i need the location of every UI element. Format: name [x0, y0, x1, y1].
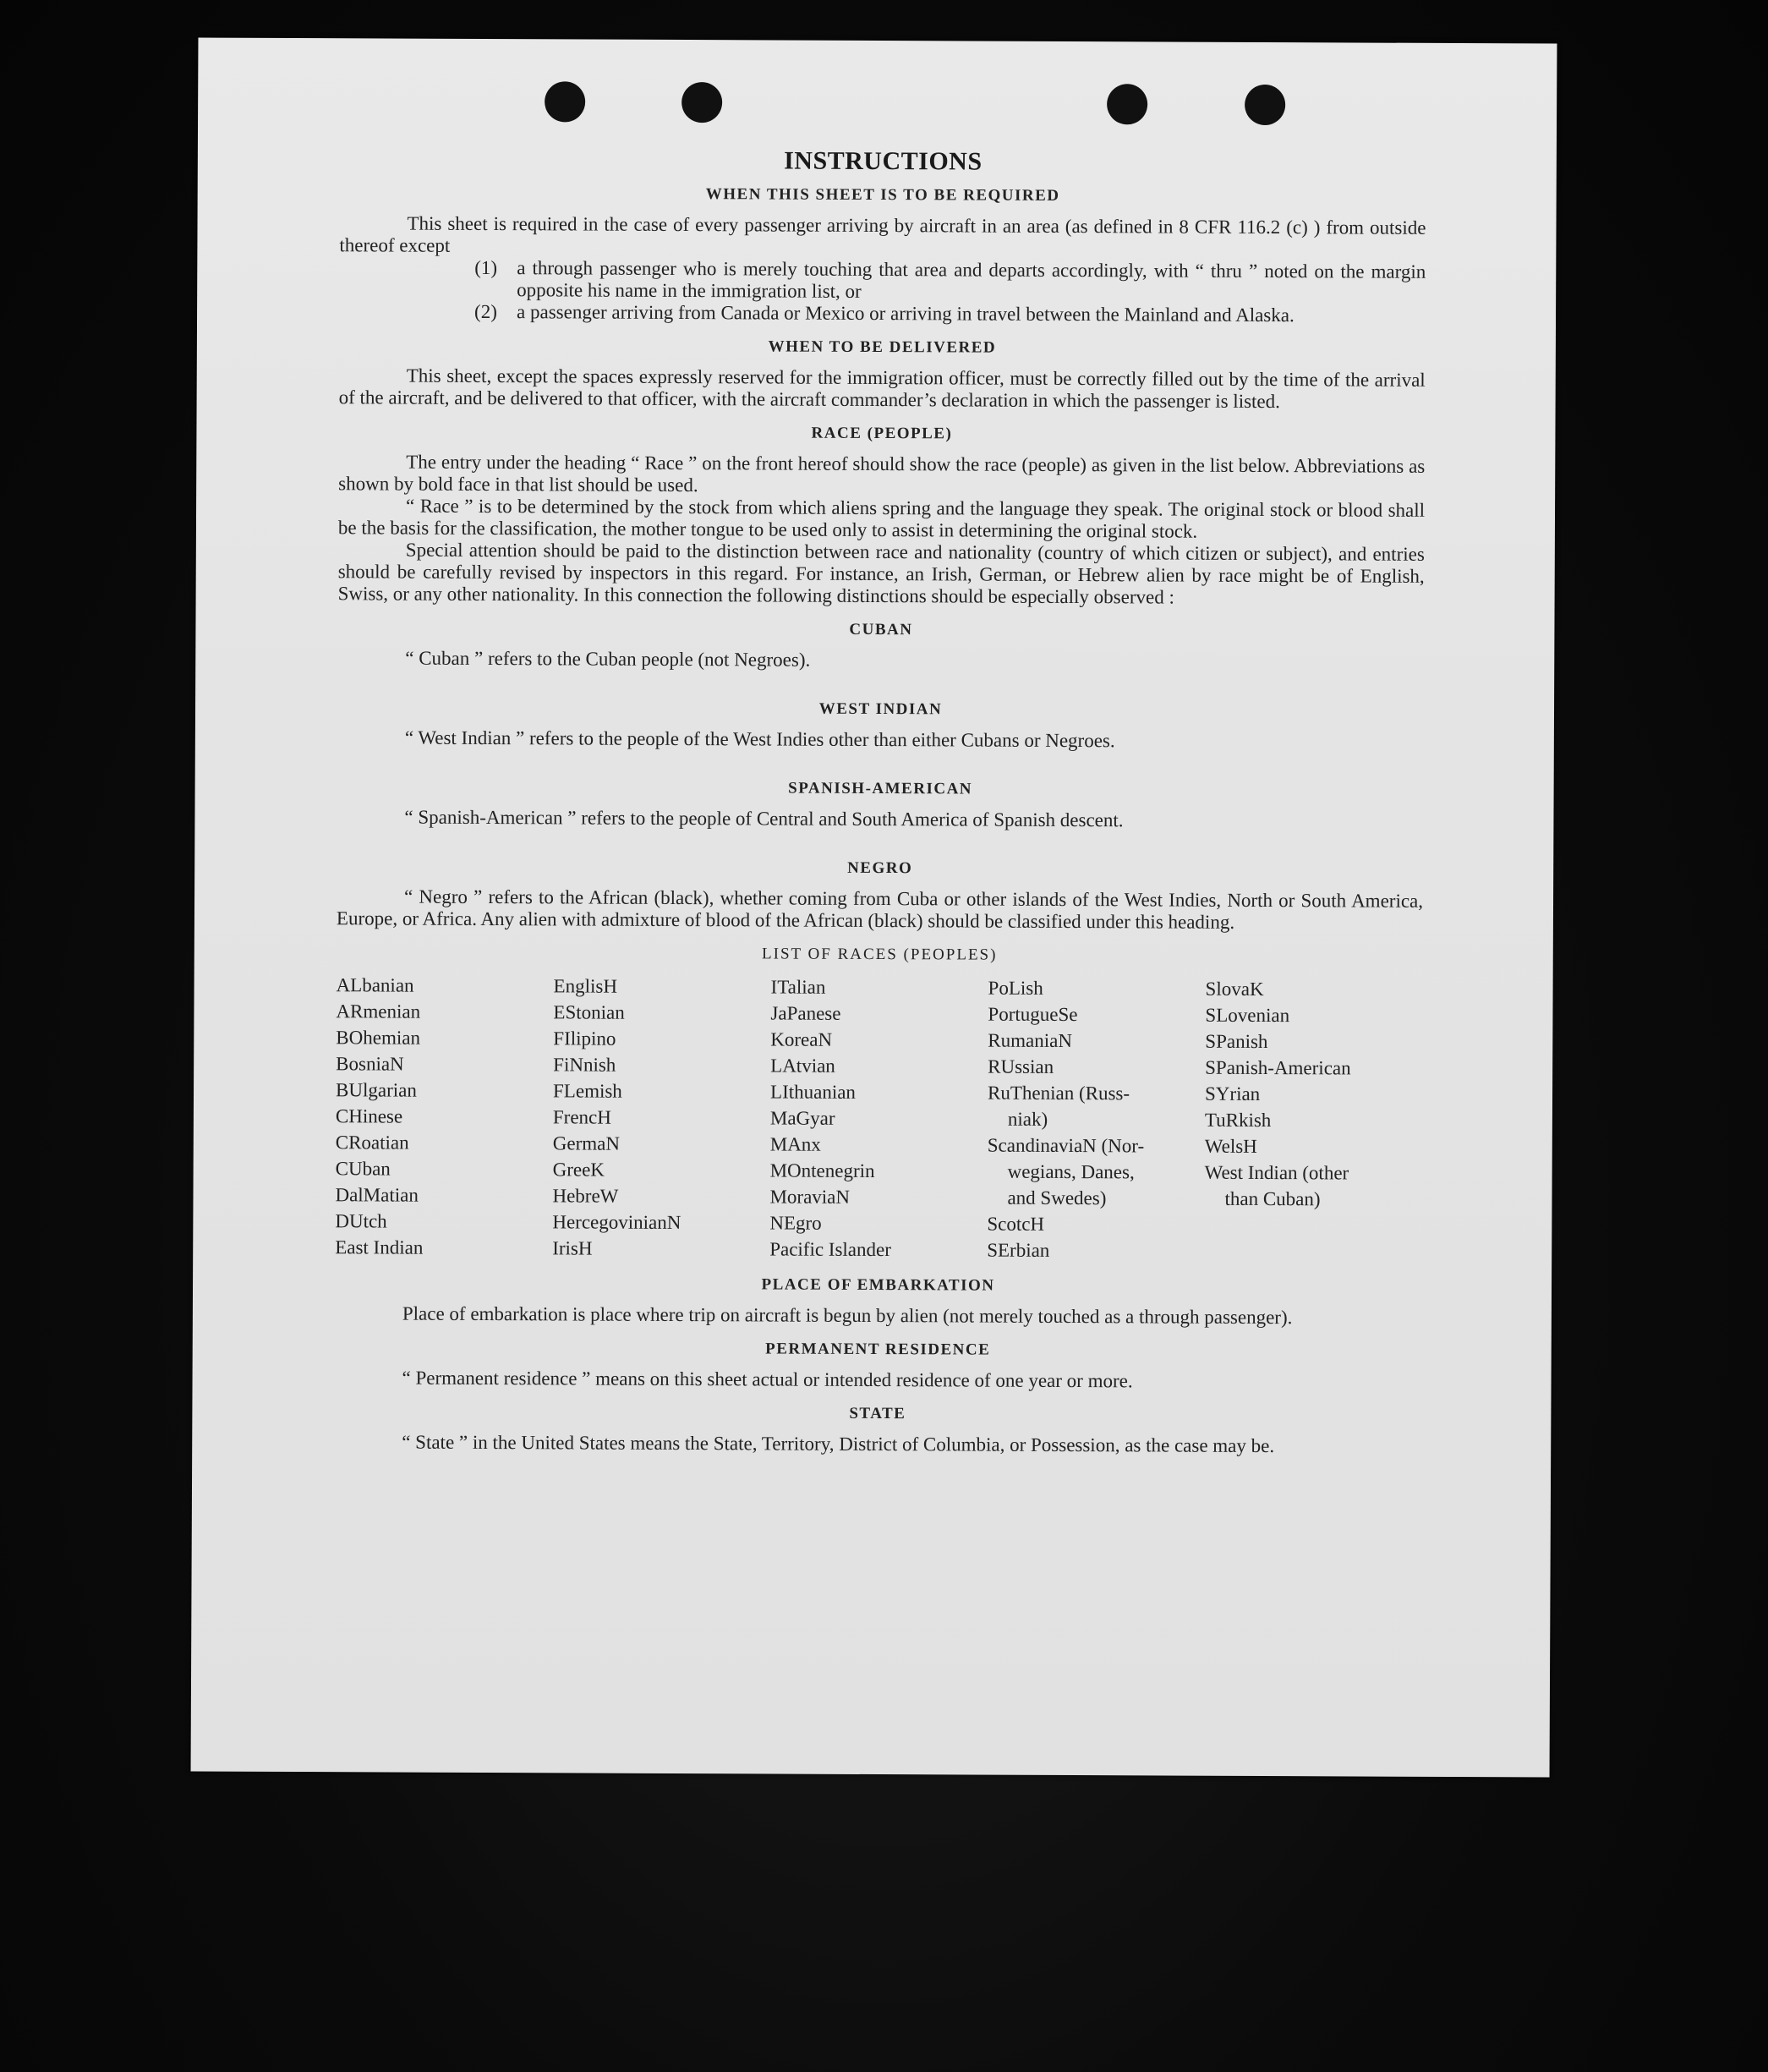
section-heading: WHEN TO BE DELIVERED [768, 337, 997, 357]
race-entry: West Indian (other [1204, 1161, 1349, 1184]
section-heading: RACE (PEOPLE) [811, 424, 953, 443]
race-column [335, 972, 553, 1261]
punch-hole [545, 81, 585, 122]
race-entry: SLovenian [1205, 1004, 1290, 1027]
race-entry: BOhemian [336, 1027, 421, 1049]
race-entry: FrencH [552, 1106, 611, 1128]
paragraph: “ West Indian ” refers to the people of the West Indies other than either Cubans or Negroes. [404, 726, 1115, 752]
race-entry: FLemish [552, 1080, 622, 1102]
paragraph: “ Negro ” refers to the African (black), whether coming from Cuba or other islands of the West Indies, North or South America, Europe, or Africa. Any alien with admixture of blood of the African (black) should be classified under this heading. [336, 885, 1424, 933]
race-column [769, 973, 988, 1263]
race-entry: JaPanese [770, 1002, 841, 1024]
race-entry: ScotcH [987, 1213, 1045, 1235]
paragraph: Place of embarkation is place where trip on aircraft is begun by alien (not merely touched as a through passenger). [402, 1302, 1293, 1329]
race-entry: Pacific Islander [769, 1238, 891, 1261]
race-entry: EStonian [553, 1001, 625, 1023]
race-entry: KoreaN [770, 1028, 833, 1050]
race-entry: NEgro [769, 1212, 822, 1234]
race-entry: HercegovinianN [552, 1211, 681, 1234]
race-entry: RuThenian (Russ- [987, 1082, 1130, 1105]
paragraph: “ Permanent residence ” means on this sheet actual or intended residence of one year or more. [402, 1367, 1133, 1392]
race-entry: BUlgarian [335, 1079, 417, 1101]
section-heading: SPANISH-AMERICAN [788, 779, 973, 798]
race-entry: niak) [1007, 1108, 1048, 1130]
race-entry: RUssian [988, 1055, 1054, 1077]
race-entry: SlovaK [1205, 978, 1264, 1000]
race-entry: DalMatian [335, 1184, 419, 1206]
race-entry: SPanish [1205, 1030, 1268, 1053]
race-entry: and Swedes) [1007, 1187, 1107, 1209]
race-column [552, 973, 770, 1262]
race-entry: wegians, Danes, [1007, 1160, 1135, 1183]
section-heading: WHEN THIS SHEET IS TO BE REQUIRED [705, 185, 1060, 205]
paragraph: “ Spanish-American ” refers to the people of Central and South America of Spanish descent. [404, 806, 1124, 831]
punch-hole [1107, 84, 1147, 124]
race-entry: SYrian [1204, 1083, 1261, 1105]
race-entry: ARmenian [336, 1000, 421, 1022]
race-entry: DUtch [335, 1210, 387, 1232]
race-entry: BosniaN [336, 1053, 404, 1075]
race-entry: than Cuban) [1224, 1187, 1321, 1210]
race-column [987, 975, 1205, 1264]
sheet-content [334, 148, 1426, 1458]
paragraph: This sheet is required in the case of every passenger arriving by aircraft in an area (as defined in 8 CFR 116.2 (c) ) from outside thereof except [339, 212, 1426, 256]
section-heading: WEST INDIAN [818, 699, 943, 719]
race-entry: ALbanian [336, 974, 414, 996]
section-heading: PLACE OF EMBARKATION [761, 1275, 995, 1295]
section-heading: LIST OF RACES (PEOPLES) [761, 945, 998, 964]
list-item [474, 301, 1426, 327]
paragraph: “ State ” in the United States means the State, Territory, District of Columbia, or Possession, as the case may be. [402, 1431, 1275, 1457]
race-entry: PoLish [988, 977, 1043, 999]
instruction-sheet [191, 38, 1557, 1778]
section-heading: STATE [849, 1404, 906, 1423]
paragraph: “ Cuban ” refers to the Cuban people (not Negroes). [405, 647, 811, 671]
item-number: (1) [474, 256, 498, 279]
paragraph: This sheet, except the spaces expressly reserved for the immigration officer, must be correctly filled out by the time of the arrival of the aircraft, and be delivered to that officer, with the aircraft commander’s declaration in which the passenger is listed. [338, 365, 1426, 413]
race-entry: CRoatian [335, 1132, 409, 1154]
race-entry: EnglisH [553, 975, 618, 997]
race-entry: GreeK [552, 1159, 605, 1181]
race-entry: IrisH [552, 1237, 593, 1259]
race-entry: CHinese [335, 1105, 403, 1127]
race-entry: CUban [335, 1158, 391, 1180]
item-text: a passenger arriving from Canada or Mexico or arriving in travel between the Mainland and Alaska. [517, 301, 1295, 326]
race-entry: MoraviaN [769, 1186, 851, 1208]
race-entry: MAnx [769, 1133, 821, 1155]
race-entry: WelsH [1204, 1135, 1257, 1157]
paragraph: Special attention should be paid to the distinction between race and nationality (country of which citizen or subject), and entries should be carefully revised by inspectors in this regard. For instance, an Irish, German, or Hebrew alien by race might be of English, Swiss, or any other nationality. In this connection the following distinctions should be especially observed : [337, 539, 1425, 608]
race-entry: East Indian [335, 1236, 424, 1258]
race-entry: TuRkish [1204, 1109, 1272, 1132]
item-number: (2) [474, 300, 497, 323]
race-column [1204, 976, 1422, 1265]
list-item [474, 257, 1426, 305]
race-entry: SErbian [987, 1239, 1050, 1261]
race-entry: FiNnish [553, 1054, 616, 1076]
race-entry: HebreW [552, 1185, 619, 1207]
section-heading: PERMANENT RESIDENCE [765, 1340, 991, 1359]
race-entry: MOntenegrin [769, 1159, 875, 1182]
punch-hole [1245, 85, 1285, 125]
race-entry: PortugueSe [988, 1003, 1078, 1026]
page-title: INSTRUCTIONS [784, 146, 983, 176]
race-entry: SPanish-American [1205, 1056, 1351, 1079]
race-list [335, 972, 1422, 1265]
section-heading: CUBAN [849, 620, 913, 639]
race-entry: RumaniaN [988, 1029, 1073, 1052]
section-heading: NEGRO [847, 858, 913, 878]
race-entry: ITalian [770, 976, 826, 998]
race-entry: GermaN [552, 1132, 621, 1154]
race-entry: ScandinaviaN (Nor- [987, 1134, 1145, 1157]
paragraph: “ Race ” is to be determined by the stock from which aliens spring and the language they speak. The original stock or blood shall be the basis for the classification, the mother tongue to be used only to assist in determining the original stock. [337, 495, 1426, 542]
race-entry: LIthuanian [769, 1081, 857, 1103]
item-text: a through passenger who is merely touching that area and departs accordingly, with “ thru ” noted on the margin opposite his name in the immigration list, or [517, 257, 1426, 302]
paragraph: The entry under the heading “ Race ” on the front hereof should show the race (people) as given in the list below. Abbreviations as shown by bold face in that list should be used. [338, 451, 1426, 496]
race-entry: FIlipino [553, 1028, 616, 1050]
race-entry: LAtvian [770, 1055, 835, 1077]
race-entry: MaGyar [769, 1107, 835, 1129]
punch-hole [681, 82, 722, 123]
